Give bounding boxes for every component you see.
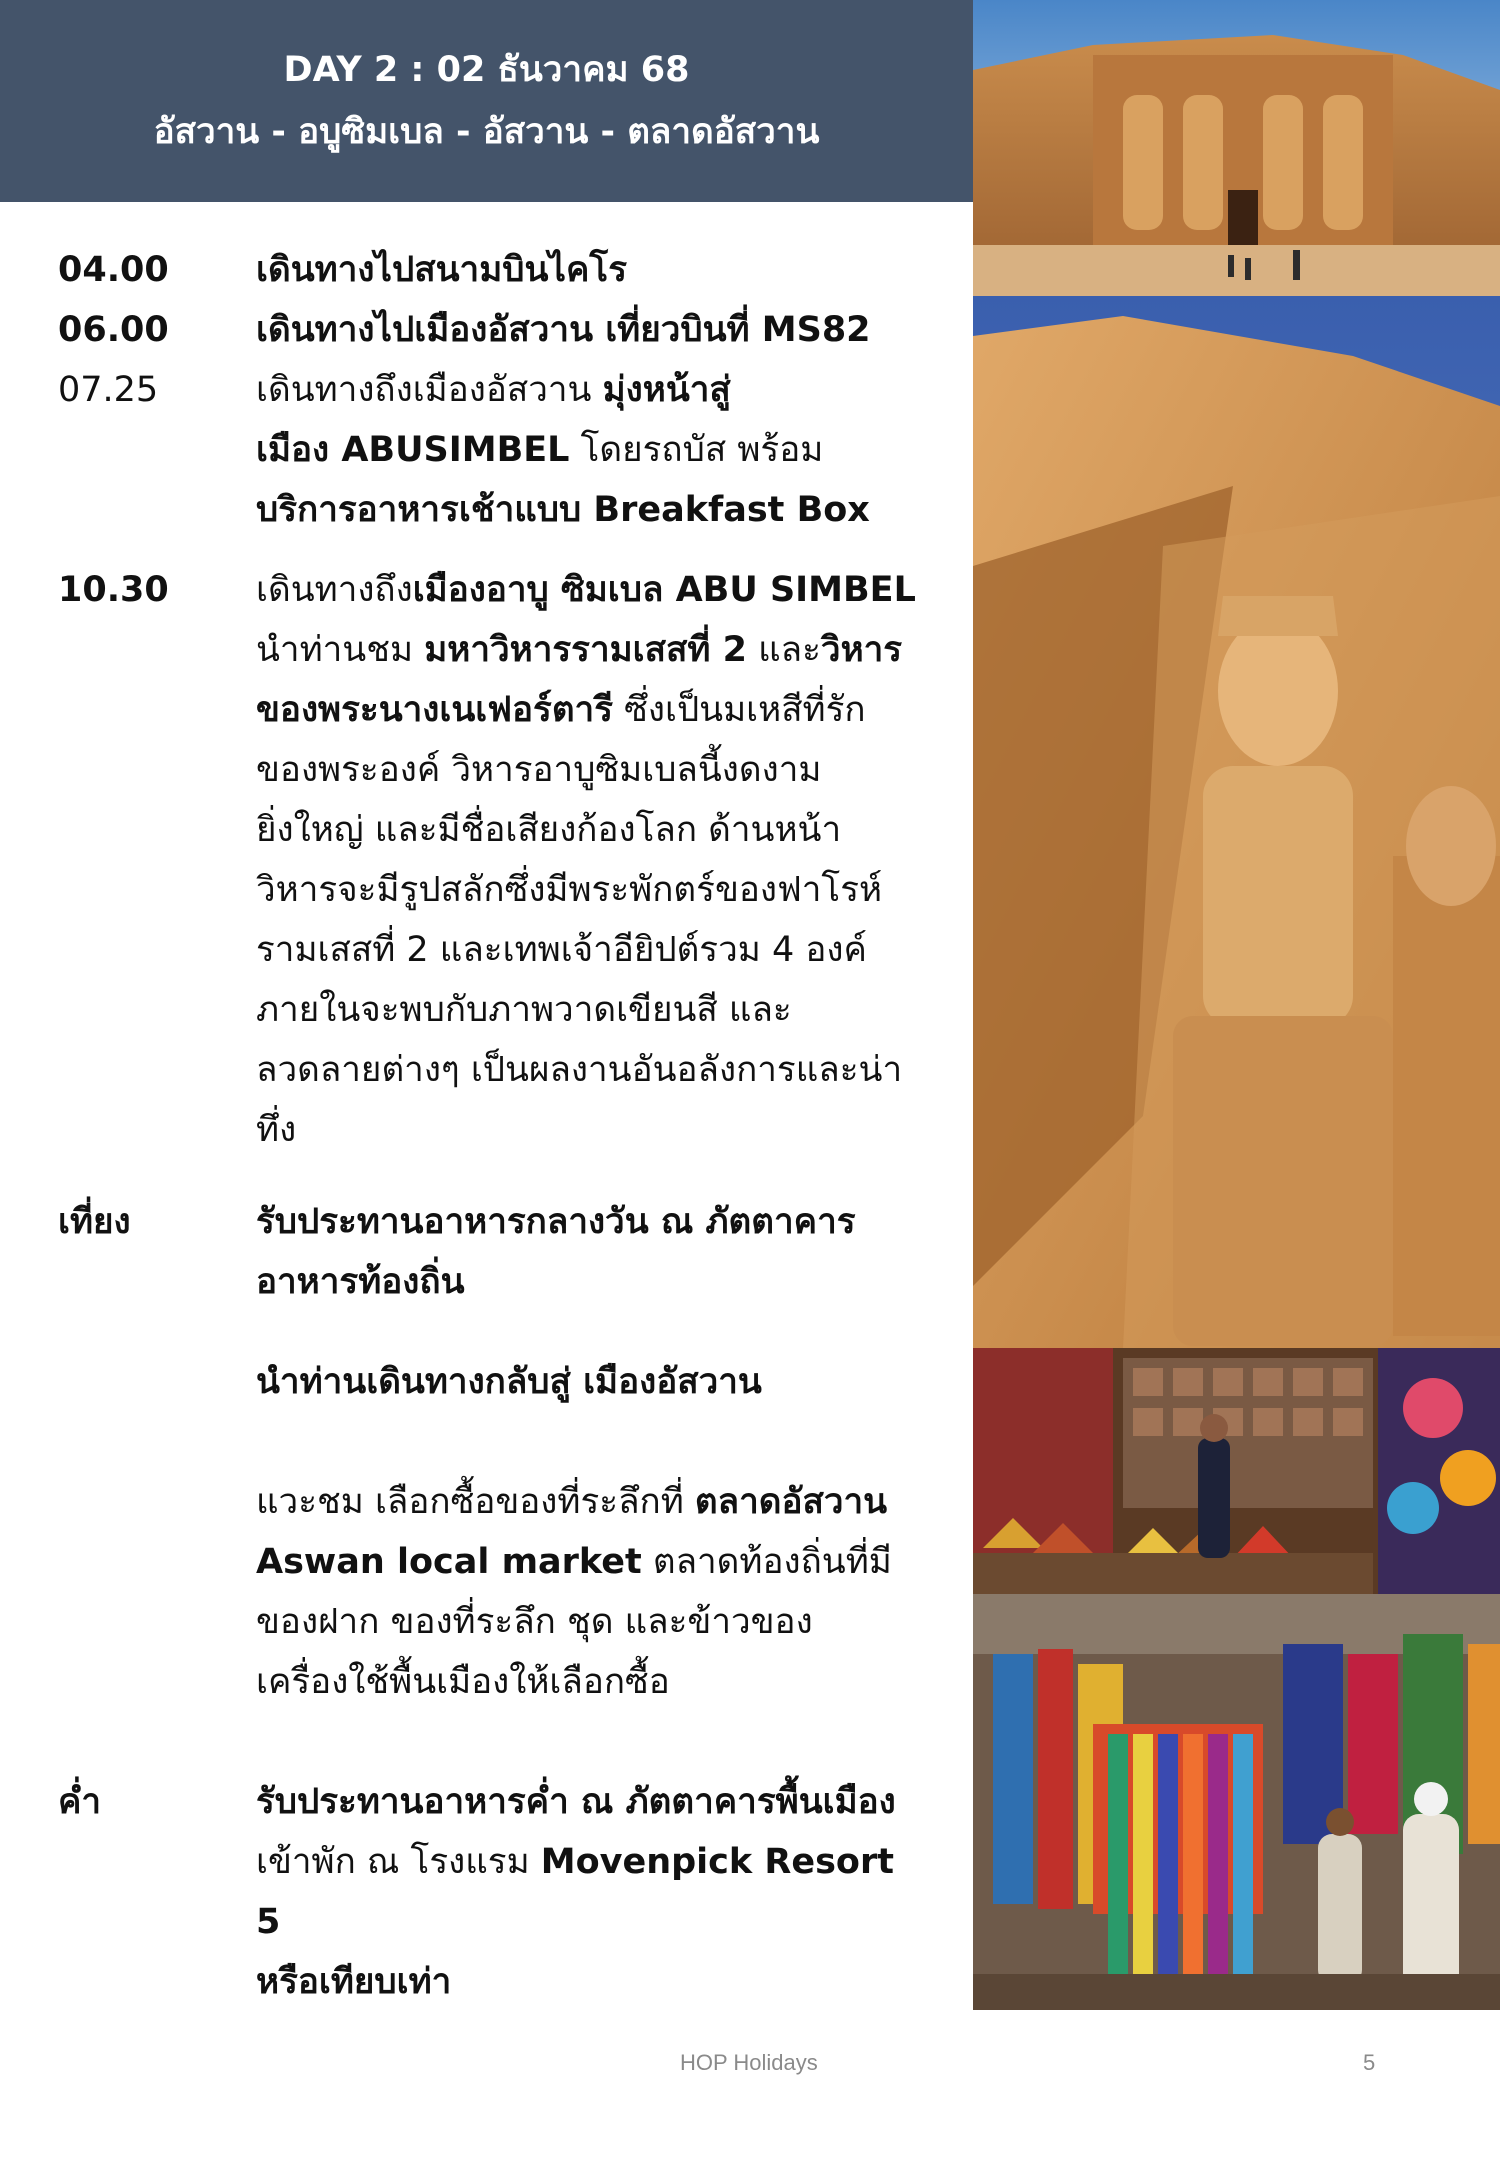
text: เมือง ABUSIMBEL (256, 430, 570, 470)
schedule-item (58, 240, 918, 300)
schedule-item (58, 1772, 918, 2012)
ramesses-colossus-photo (973, 296, 1500, 1348)
text: และ (746, 630, 821, 670)
text: มุ่งหน้าสู่ (602, 370, 731, 410)
schedule-time: ค่ำ (58, 1782, 102, 1822)
text: ทึ่ง (256, 1110, 297, 1150)
text: หรือเทียบเท่า (256, 1962, 452, 2002)
schedule-time: เที่ยง (58, 1202, 131, 1242)
schedule-description (256, 1772, 918, 2012)
schedule-description (256, 1472, 918, 1712)
day-title: DAY 2 : 02 ธันวาคม 68 (283, 50, 690, 90)
schedule-item (58, 560, 918, 1160)
photo-column (973, 0, 1500, 2010)
text: ของฝาก ของที่ระลึก ชุด และข้าวของ (256, 1602, 813, 1642)
schedule-item (58, 1472, 918, 1712)
text: รามเสสที่ 2 และเทพเจ้าอียิปต์รวม 4 องค์ (256, 930, 867, 970)
text: ตลาดอัสวาน (694, 1482, 888, 1522)
text: เข้าพัก ณ โรงแรม (256, 1842, 541, 1882)
text: ลวดลายต่างๆ เป็นผลงานอันอลังการและน่า (256, 1050, 903, 1090)
schedule-description (256, 560, 918, 1160)
text: ยิ่งใหญ่ และมีชื่อเสียงก้องโลก ด้านหน้า (256, 810, 842, 850)
text: เดินทางถึงเมืองอัสวาน (256, 370, 603, 410)
text: ของพระองค์ วิหารอาบูซิมเบลนี้งดงาม (256, 750, 822, 790)
text: ตลาดท้องถิ่นที่มี (641, 1542, 892, 1582)
day-header (0, 0, 973, 202)
text: บริการอาหารเช้าแบบ Breakfast Box (256, 490, 870, 530)
text: ซึ่งเป็นมเหสีที่รัก (613, 690, 866, 730)
schedule-description (256, 360, 918, 540)
aswan-spice-shop-photo (973, 1348, 1500, 1594)
schedule-time: 07.25 (58, 370, 159, 410)
text: วิหาร (820, 630, 903, 670)
schedule-time: 06.00 (58, 310, 169, 350)
text: เดินทางถึง (256, 570, 413, 610)
text: วิหารจะมีรูปสลักซึ่งมีพระพักตร์ของฟาโรห์ (256, 870, 883, 910)
footer-brand: HOP Holidays (680, 2050, 818, 2075)
text: เมืองอาบู ซิมเบล ABU SIMBEL (412, 570, 916, 610)
text: รับประทานอาหารกลางวัน ณ ภัตตาคาร (256, 1202, 856, 1242)
text: แวะชม เลือกซื้อของที่ระลึกที่ (256, 1482, 695, 1522)
schedule-description (256, 1192, 918, 1312)
schedule-text: นำท่านเดินทางกลับสู่ เมืองอัสวาน (256, 1362, 762, 1402)
schedule-time-empty (58, 1352, 256, 1412)
schedule-item (58, 300, 918, 360)
text: โดยรถบัส พร้อม (569, 430, 824, 470)
schedule-item (58, 1192, 918, 1312)
abu-simbel-temple-photo (973, 0, 1500, 296)
text: Movenpick Resort 5 (256, 1842, 894, 1942)
aswan-local-market-photo (973, 1594, 1500, 2010)
schedule-item (58, 360, 918, 540)
text: รับประทานอาหารค่ำ ณ ภัตตาคารพื้นเมือง (256, 1782, 896, 1822)
text: อาหารท้องถิ่น (256, 1262, 465, 1302)
text: เครื่องใช้พื้นเมืองให้เลือกซื้อ (256, 1662, 670, 1702)
schedule-text: เดินทางไปสนามบินไคโร (256, 250, 628, 290)
itinerary (58, 240, 918, 2012)
schedule-time: 10.30 (58, 570, 169, 610)
text: ภายในจะพบกับภาพวาดเขียนสี และ (256, 990, 792, 1030)
page-number: 5 (1363, 2050, 1376, 2075)
schedule-item (58, 1352, 918, 1412)
schedule-time-empty (58, 1472, 256, 1712)
schedule-text: เดินทางไปเมืองอัสวาน เที่ยวบินที่ MS82 (256, 310, 871, 350)
route-title: อัสวาน - อบูซิมเบล - อัสวาน - ตลาดอัสวาน (153, 112, 820, 152)
text: นำท่านชม (256, 630, 425, 670)
text: มหาวิหารรามเสสที่ 2 (424, 630, 747, 670)
text: ของพระนางเนเฟอร์ตารี (256, 690, 614, 730)
text: Aswan local market (256, 1542, 642, 1582)
schedule-time: 04.00 (58, 250, 169, 290)
